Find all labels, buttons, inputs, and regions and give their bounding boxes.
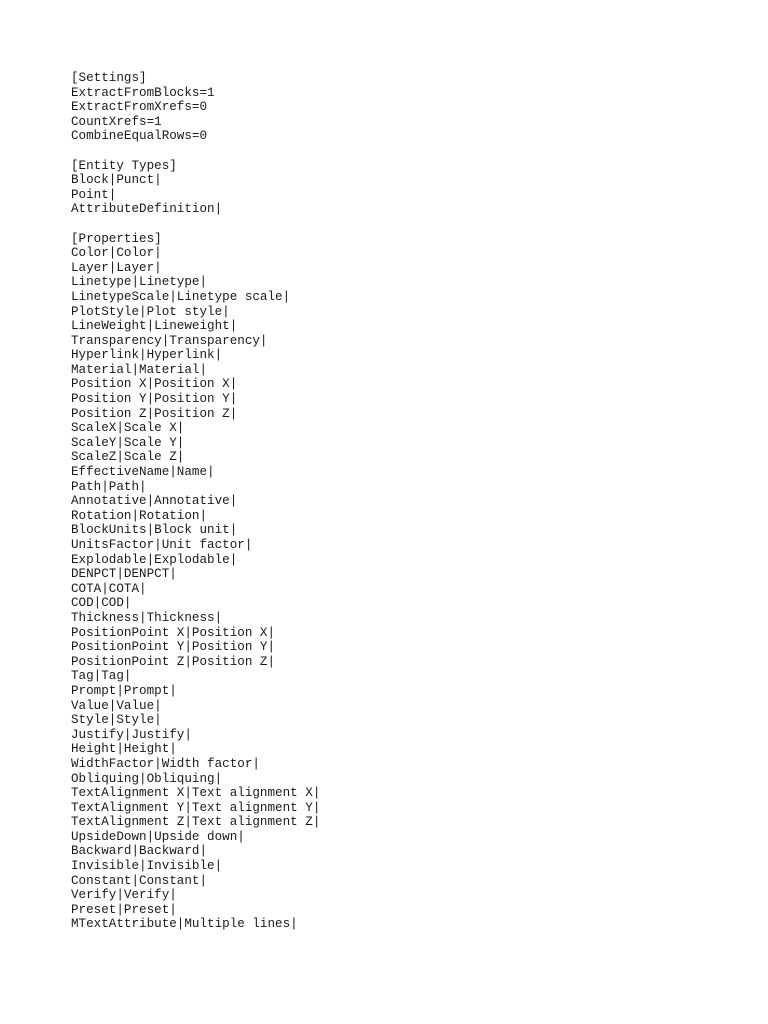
section-header-entity-types: [Entity Types]	[71, 158, 177, 173]
property-line: Position X|Position X|	[71, 377, 238, 392]
property-line: Value|Value|	[71, 698, 162, 713]
property-line: Preset|Preset|	[71, 902, 177, 917]
property-line: Rotation|Rotation|	[71, 508, 208, 523]
property-line: PositionPoint Z|Position Z|	[71, 654, 276, 669]
property-line: Annotative|Annotative|	[71, 494, 238, 509]
property-line: Justify|Justify|	[71, 727, 192, 742]
entity-type-line: Point|	[71, 187, 117, 202]
blank-line	[71, 217, 320, 232]
property-line: MTextAttribute|Multiple lines|	[71, 917, 298, 932]
property-line: ScaleZ|Scale Z|	[71, 450, 185, 465]
property-line: Backward|Backward|	[71, 844, 208, 859]
property-line: Tag|Tag|	[71, 669, 132, 684]
property-line: TextAlignment X|Text alignment X|	[71, 786, 321, 801]
property-line: TextAlignment Z|Text alignment Z|	[71, 815, 321, 830]
property-line: Hyperlink|Hyperlink|	[71, 348, 223, 363]
property-line: Transparency|Transparency|	[71, 333, 268, 348]
property-line: WidthFactor|Width factor|	[71, 756, 260, 771]
property-line: PlotStyle|Plot style|	[71, 304, 230, 319]
property-line: ScaleX|Scale X|	[71, 421, 185, 436]
property-line: Style|Style|	[71, 713, 162, 728]
property-line: Position Z|Position Z|	[71, 406, 238, 421]
blank-line	[71, 144, 320, 159]
property-line: UpsideDown|Upside down|	[71, 829, 245, 844]
property-line: Thickness|Thickness|	[71, 610, 223, 625]
property-line: Color|Color|	[71, 246, 162, 261]
property-line: COTA|COTA|	[71, 581, 147, 596]
property-line: Verify|Verify|	[71, 888, 177, 903]
section-header-settings: [Settings]	[71, 71, 147, 85]
settings-line: ExtractFromXrefs=0	[71, 100, 208, 115]
entity-type-line: Block|Punct|	[71, 173, 162, 188]
property-line: UnitsFactor|Unit factor|	[71, 538, 253, 552]
property-line: Prompt|Prompt|	[71, 683, 177, 698]
settings-line: ExtractFromBlocks=1	[71, 85, 215, 100]
property-line: Explodable|Explodable|	[71, 552, 238, 567]
settings-line: CountXrefs=1	[71, 114, 162, 129]
property-line: Constant|Constant|	[71, 873, 208, 888]
property-line: Layer|Layer|	[71, 260, 162, 275]
property-line: PositionPoint Y|Position Y|	[71, 640, 276, 655]
property-line: Path|Path|	[71, 479, 147, 494]
property-line: BlockUnits|Block unit|	[71, 523, 238, 538]
entity-type-line: AttributeDefinition|	[71, 202, 223, 217]
property-line: PositionPoint X|Position X|	[71, 625, 276, 640]
property-line: DENPCT|DENPCT|	[71, 567, 177, 582]
property-line: LinetypeScale|Linetype scale|	[71, 289, 291, 304]
property-line: Position Y|Position Y|	[71, 392, 238, 407]
property-line: LineWeight|Lineweight|	[71, 319, 238, 334]
section-header-properties: [Properties]	[71, 231, 162, 246]
property-line: Invisible|Invisible|	[71, 859, 223, 874]
property-line: TextAlignment Y|Text alignment Y|	[71, 800, 321, 815]
property-line: COD|COD|	[71, 596, 132, 611]
property-line: ScaleY|Scale Y|	[71, 435, 185, 450]
property-line: Linetype|Linetype|	[71, 275, 208, 290]
property-line: EffectiveName|Name|	[71, 465, 215, 480]
property-line: Obliquing|Obliquing|	[71, 771, 223, 786]
document-body	[71, 71, 320, 932]
settings-line: CombineEqualRows=0	[71, 129, 208, 144]
property-line: Height|Height|	[71, 742, 177, 757]
property-line: Material|Material|	[71, 362, 208, 377]
